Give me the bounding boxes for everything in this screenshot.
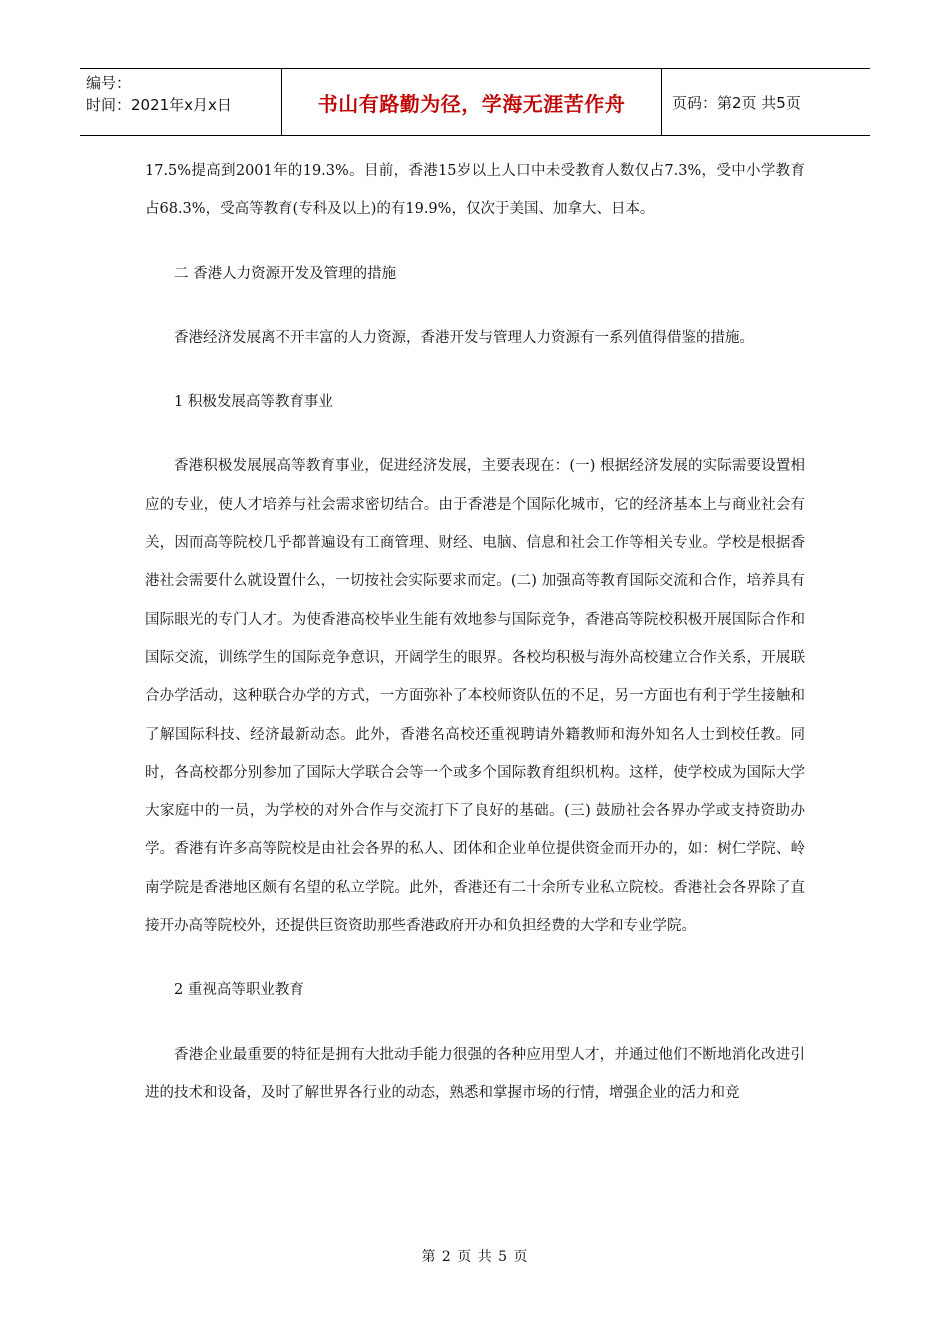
document-number-label: 编号： — [86, 74, 132, 92]
paragraph-continued: 17.5%提高到2001年的19.3%。目前，香港15岁以上人口中未受教育人数仅占7.3%，受中小学教育占68.3%，受高等教育(专科及以上)的有19.9%，仅次于美国、加拿大、日本。 — [145, 163, 805, 218]
header-meta — [80, 69, 282, 135]
document-body — [145, 152, 805, 1112]
header-page-number: 页码：第2页 共5页 — [672, 93, 801, 112]
document-time-label: 时间：2021年x月x日 — [86, 96, 232, 114]
page-header — [80, 68, 870, 136]
subsection-heading: 2 重视高等职业教育 — [174, 982, 304, 999]
paragraph: 香港积极发展展高等教育事业，促进经济发展，主要表现在：(一) 根据经济发展的实际需要设置相应的专业，使人才培养与社会需求密切结合。由于香港是个国际化城市，它的经济基本上与商业社会有关，因而高等院校几乎都普遍设有工商管理、财经、电脑、信息和社会工作等相关专业。学校是根据香港社会需要什么就设置什么，一切按社会实际要求而定。(二) 加强高等教育国际交流和合作，培养具有国际眼光的专门人才。为使香港高校毕业生能有效地参与国际竞争，香港高等院校积极开展国际合作和国际交流，训练学生的国际竞争意识，开阔学生的眼界。各校均积极与海外高校建立合作关系，开展联合办学活动，这种联合办学的方式，一方面弥补了本校师资队伍的不足，另一方面也有利于学生接触和了解国际科技、经济最新动态。此外，香港名高校还重视聘请外籍教师和海外知名人士到校任教。同时，各高校都分别参加了国际大学联合会等一个或多个国际教育组织机构。这样，使学校成为国际大学大家庭中的一员，为学校的对外合作与交流打下了良好的基础。(三) 鼓励社会各界办学或支持资助办学。香港有许多高等院校是由社会各界的私人、团体和企业单位提供资金而开办的，如：树仁学院、岭南学院是香港地区颇有名望的私立学院。此外，香港还有二十余所专业私立院校。香港社会各界除了直接开办高等院校外，还提供巨资资助那些香港政府开办和负担经费的大学和专业学院。 — [145, 458, 805, 935]
header-motto: 书山有路勤为径，学海无涯苦作舟 — [317, 91, 626, 116]
page-footer: 第 2 页 共 5 页 — [421, 1249, 529, 1265]
paragraph: 香港经济发展离不开丰富的人力资源，香港开发与管理人力资源有一系列值得借鉴的措施。 — [174, 329, 754, 346]
header-motto-cell — [282, 69, 662, 135]
header-page-cell — [662, 69, 870, 135]
section-heading: 二 香港人力资源开发及管理的措施 — [174, 265, 397, 282]
paragraph: 香港企业最重要的特征是拥有大批动手能力很强的各种应用型人才，并通过他们不断地消化改进引进的技术和设备，及时了解世界各行业的动态，熟悉和掌握市场的行情，增强企业的活力和竞 — [145, 1046, 805, 1101]
subsection-heading: 1 积极发展高等教育事业 — [174, 394, 333, 411]
